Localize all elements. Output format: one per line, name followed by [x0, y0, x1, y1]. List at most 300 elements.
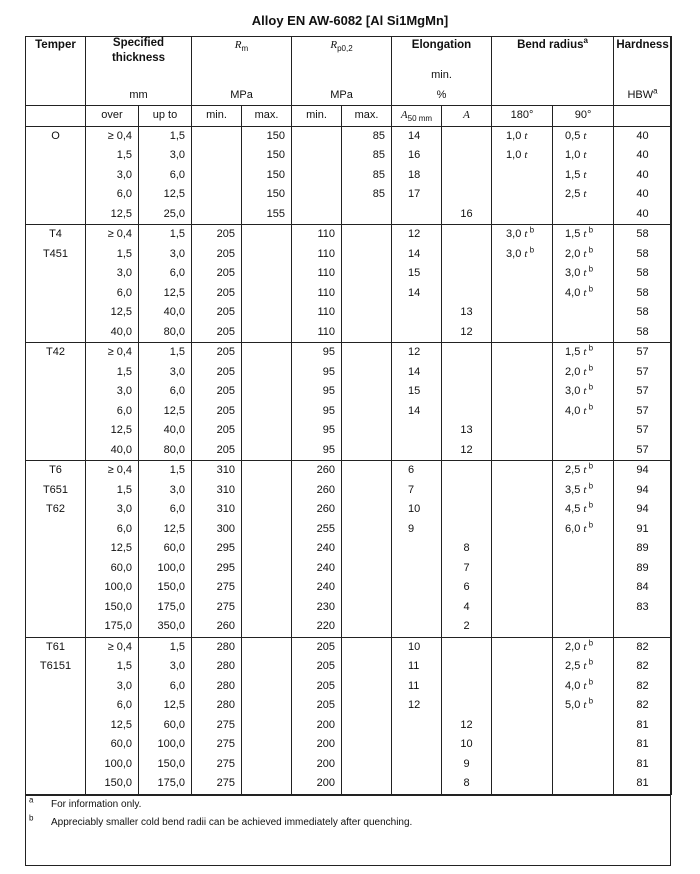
rm-min-cell: 205 — [192, 225, 242, 245]
bend-180-cell: 1,0 t — [492, 146, 553, 166]
thickness-over-cell: 150,0 — [86, 774, 139, 794]
rm-min-cell — [192, 166, 242, 186]
temper-cell — [26, 185, 86, 205]
elongation-a50-cell — [392, 559, 442, 579]
hardness-cell: 58 — [614, 264, 672, 284]
properties-table — [25, 36, 672, 795]
elongation-a50-cell: 16 — [392, 146, 442, 166]
elongation-a-cell: 10 — [442, 735, 492, 755]
rm-min-cell: 275 — [192, 716, 242, 736]
table-row — [26, 657, 672, 677]
thickness-upto-cell: 3,0 — [139, 657, 192, 677]
bend-90-cell: 2,5 t $^b$ — [553, 461, 614, 481]
rm-min-cell — [192, 146, 242, 166]
rp-max-cell — [342, 696, 392, 716]
footnote-symbol: a — [29, 795, 34, 805]
thickness-over-cell: ≥ 0,4 — [86, 225, 139, 245]
unit-hardness — [614, 86, 672, 106]
header-row-units — [26, 86, 672, 106]
col-a50 — [392, 106, 442, 127]
bend-180-cell: 3,0 t $^b$ — [492, 245, 553, 265]
table-row — [26, 421, 672, 441]
header-elong-min: min. — [392, 66, 492, 86]
rp-min-cell: 240 — [292, 559, 342, 579]
temper-cell — [26, 303, 86, 323]
table-row — [26, 755, 672, 775]
elongation-a-cell — [442, 657, 492, 677]
rp-subscript: p0,2 — [337, 44, 353, 54]
rm-min-cell: 310 — [192, 461, 242, 481]
hardness-cell: 58 — [614, 284, 672, 304]
temper-cell — [26, 363, 86, 383]
bend-180-cell — [492, 696, 553, 716]
bend-90-cell: 2,5 t $^b$ — [553, 657, 614, 677]
rm-min-cell: 205 — [192, 303, 242, 323]
rm-min-cell: 260 — [192, 617, 242, 637]
elongation-a-cell — [442, 225, 492, 245]
rm-min-cell: 280 — [192, 677, 242, 697]
rm-min-cell: 205 — [192, 441, 242, 461]
bend-90-cell: 1,5 t $^b$ — [553, 343, 614, 363]
thickness-upto-cell: 6,0 — [139, 264, 192, 284]
header-bend — [492, 36, 614, 66]
col-rm-min: min. — [192, 106, 242, 127]
elongation-a50-cell: 14 — [392, 402, 442, 422]
thickness-over-cell: ≥ 0,4 — [86, 126, 139, 146]
bend-180-cell — [492, 578, 553, 598]
elongation-a50-cell — [392, 323, 442, 343]
bend-footnote-mark: a — [583, 36, 588, 46]
rp-max-cell — [342, 559, 392, 579]
elongation-a-cell — [442, 146, 492, 166]
footnote-text: For information only. — [51, 798, 142, 810]
bend-90-cell: 4,0 t $^b$ — [553, 677, 614, 697]
bend-90-cell — [553, 617, 614, 637]
rm-symbol: R — [234, 39, 242, 51]
temper-cell — [26, 559, 86, 579]
elongation-a50-cell: 11 — [392, 677, 442, 697]
rm-min-cell: 280 — [192, 637, 242, 657]
rm-min-cell: 310 — [192, 500, 242, 520]
bend-180-cell — [492, 323, 553, 343]
thickness-upto-cell: 3,0 — [139, 481, 192, 501]
thickness-over-cell: 6,0 — [86, 402, 139, 422]
footnote — [25, 795, 671, 814]
table-row — [26, 205, 672, 225]
rm-max-cell — [242, 284, 292, 304]
bend-180-cell — [492, 363, 553, 383]
table-row — [26, 559, 672, 579]
hardness-cell: 40 — [614, 166, 672, 186]
rm-min-cell: 275 — [192, 735, 242, 755]
thickness-over-cell: 3,0 — [86, 382, 139, 402]
rm-max-cell — [242, 657, 292, 677]
bend-180-cell — [492, 520, 553, 540]
table-row — [26, 323, 672, 343]
elongation-a50-cell — [392, 303, 442, 323]
rm-max-cell — [242, 677, 292, 697]
bend-180-cell — [492, 677, 553, 697]
elongation-a-cell — [442, 696, 492, 716]
hardness-cell: 89 — [614, 539, 672, 559]
rm-min-cell: 280 — [192, 696, 242, 716]
bend-90-cell: 1,5 t — [553, 166, 614, 186]
rp-max-cell — [342, 637, 392, 657]
rp-min-cell: 205 — [292, 637, 342, 657]
rp-min-cell: 240 — [292, 539, 342, 559]
elongation-a50-cell — [392, 735, 442, 755]
bend-180-cell — [492, 755, 553, 775]
elongation-a50-cell — [392, 617, 442, 637]
elongation-a-cell: 16 — [442, 205, 492, 225]
elongation-a-cell: 9 — [442, 755, 492, 775]
thickness-over-cell: 1,5 — [86, 363, 139, 383]
table-title: Alloy EN AW-6082 [Al Si1MgMn] — [251, 13, 449, 28]
hardness-cell: 57 — [614, 363, 672, 383]
hardness-cell: 81 — [614, 774, 672, 794]
hardness-cell: 94 — [614, 461, 672, 481]
thickness-over-cell: 100,0 — [86, 578, 139, 598]
thickness-upto-cell: 60,0 — [139, 539, 192, 559]
rp-max-cell — [342, 303, 392, 323]
thickness-upto-cell: 100,0 — [139, 559, 192, 579]
elongation-a-cell — [442, 481, 492, 501]
footnote — [25, 814, 671, 832]
thickness-over-cell: 60,0 — [86, 735, 139, 755]
thickness-upto-cell: 350,0 — [139, 617, 192, 637]
elongation-a50-cell: 10 — [392, 637, 442, 657]
rm-min-cell: 205 — [192, 264, 242, 284]
rp-max-cell — [342, 677, 392, 697]
elongation-a50-cell — [392, 205, 442, 225]
elongation-a-cell: 6 — [442, 578, 492, 598]
temper-cell — [26, 774, 86, 794]
header-rp — [292, 36, 392, 66]
thickness-upto-cell: 150,0 — [139, 755, 192, 775]
temper-cell — [26, 421, 86, 441]
unit-elong: % — [392, 86, 492, 106]
unit-rm: MPa — [192, 86, 292, 106]
elongation-a-cell: 12 — [442, 716, 492, 736]
temper-cell — [26, 539, 86, 559]
table-row — [26, 520, 672, 540]
rp-max-cell: 85 — [342, 126, 392, 146]
bend-90-cell: 3,0 t $^b$ — [553, 382, 614, 402]
table-row — [26, 539, 672, 559]
rm-max-cell — [242, 225, 292, 245]
bend-90-cell — [553, 205, 614, 225]
thickness-over-cell: 3,0 — [86, 264, 139, 284]
thickness-over-cell: 6,0 — [86, 185, 139, 205]
thickness-upto-cell: 175,0 — [139, 774, 192, 794]
thickness-upto-cell: 6,0 — [139, 500, 192, 520]
rm-min-cell: 275 — [192, 598, 242, 618]
elongation-a50-cell — [392, 598, 442, 618]
temper-cell: T6 — [26, 461, 86, 481]
rp-min-cell — [292, 146, 342, 166]
thickness-upto-cell: 150,0 — [139, 578, 192, 598]
table-row — [26, 637, 672, 657]
temper-cell — [26, 323, 86, 343]
temper-cell: O — [26, 126, 86, 146]
rp-min-cell: 200 — [292, 735, 342, 755]
hardness-cell: 40 — [614, 146, 672, 166]
thickness-upto-cell: 12,5 — [139, 696, 192, 716]
thickness-over-cell: 3,0 — [86, 166, 139, 186]
thickness-over-cell: 6,0 — [86, 520, 139, 540]
temper-cell: T651 — [26, 481, 86, 501]
bend-180-cell — [492, 441, 553, 461]
table-row — [26, 264, 672, 284]
elongation-a50-cell — [392, 578, 442, 598]
thickness-upto-cell: 1,5 — [139, 343, 192, 363]
thickness-upto-cell: 3,0 — [139, 363, 192, 383]
bend-180-cell: 1,0 t — [492, 126, 553, 146]
table-row — [26, 363, 672, 383]
rp-min-cell: 110 — [292, 303, 342, 323]
elongation-a50-cell: 10 — [392, 500, 442, 520]
hardness-cell: 57 — [614, 382, 672, 402]
elongation-a-cell: 4 — [442, 598, 492, 618]
rp-max-cell — [342, 245, 392, 265]
bend-180-cell — [492, 598, 553, 618]
elongation-a50-cell — [392, 774, 442, 794]
table-row — [26, 185, 672, 205]
bend-90-cell: 3,5 t $^b$ — [553, 481, 614, 501]
bend-90-cell: 2,5 t — [553, 185, 614, 205]
hardness-footnote-mark: a — [653, 85, 658, 95]
a50-subscript: 50 mm — [407, 114, 433, 124]
thickness-upto-cell: 3,0 — [139, 245, 192, 265]
hardness-cell: 89 — [614, 559, 672, 579]
hardness-unit: HBW — [627, 88, 654, 101]
bend-180-cell — [492, 500, 553, 520]
rm-min-cell: 275 — [192, 774, 242, 794]
rp-min-cell: 205 — [292, 657, 342, 677]
header-row-2 — [26, 66, 672, 86]
bend-90-cell — [553, 755, 614, 775]
rp-max-cell — [342, 461, 392, 481]
bend-90-cell — [553, 421, 614, 441]
hardness-cell: 40 — [614, 126, 672, 146]
table-row — [26, 500, 672, 520]
rp-min-cell: 95 — [292, 402, 342, 422]
table-row — [26, 146, 672, 166]
bend-90-cell: 3,0 t $^b$ — [553, 264, 614, 284]
elongation-a-cell: 13 — [442, 421, 492, 441]
hardness-cell: 57 — [614, 343, 672, 363]
rp-min-cell: 205 — [292, 696, 342, 716]
rp-max-cell — [342, 578, 392, 598]
elongation-a-cell: 2 — [442, 617, 492, 637]
rp-min-cell: 95 — [292, 363, 342, 383]
thickness-over-cell: ≥ 0,4 — [86, 637, 139, 657]
elongation-a-cell: 12 — [442, 323, 492, 343]
a-symbol: A — [463, 109, 470, 121]
rp-min-cell: 230 — [292, 598, 342, 618]
bend-90-cell: 6,0 t $^b$ — [553, 520, 614, 540]
hardness-cell: 58 — [614, 245, 672, 265]
rm-max-cell — [242, 382, 292, 402]
temper-cell — [26, 382, 86, 402]
hardness-cell: 57 — [614, 421, 672, 441]
hardness-cell: 58 — [614, 323, 672, 343]
hardness-cell: 58 — [614, 225, 672, 245]
hardness-cell: 81 — [614, 716, 672, 736]
unit-rp: MPa — [292, 86, 392, 106]
rp-max-cell — [342, 774, 392, 794]
table-row — [26, 343, 672, 363]
thickness-upto-cell: 25,0 — [139, 205, 192, 225]
temper-cell: T62 — [26, 500, 86, 520]
elongation-a-cell — [442, 126, 492, 146]
thickness-over-cell: 150,0 — [86, 598, 139, 618]
thickness-over-cell: 6,0 — [86, 284, 139, 304]
table-row — [26, 303, 672, 323]
rm-max-cell — [242, 617, 292, 637]
a50-symbol: A — [400, 109, 408, 121]
thickness-over-cell: 3,0 — [86, 500, 139, 520]
bend-180-cell — [492, 637, 553, 657]
bend-90-cell: 1,5 t $^b$ — [553, 225, 614, 245]
bend-180-cell — [492, 774, 553, 794]
thickness-upto-cell: 1,5 — [139, 126, 192, 146]
rp-min-cell: 95 — [292, 343, 342, 363]
rm-max-cell — [242, 245, 292, 265]
elongation-a50-cell: 9 — [392, 520, 442, 540]
temper-cell — [26, 264, 86, 284]
header-thickness: Specified thickness — [86, 36, 192, 66]
thickness-upto-cell: 40,0 — [139, 303, 192, 323]
temper-cell — [26, 166, 86, 186]
rm-max-cell — [242, 735, 292, 755]
col-rm-max: max. — [242, 106, 292, 127]
temper-cell — [26, 696, 86, 716]
bend-180-cell: 3,0 t $^b$ — [492, 225, 553, 245]
rp-max-cell — [342, 382, 392, 402]
rp-min-cell — [292, 185, 342, 205]
temper-cell — [26, 284, 86, 304]
thickness-over-cell: 12,5 — [86, 303, 139, 323]
thickness-upto-cell: 12,5 — [139, 185, 192, 205]
bend-180-cell — [492, 303, 553, 323]
rp-max-cell — [342, 617, 392, 637]
bend-90-cell — [553, 598, 614, 618]
thickness-over-cell: 1,5 — [86, 146, 139, 166]
elongation-a-cell — [442, 284, 492, 304]
temper-cell — [26, 598, 86, 618]
rm-min-cell: 205 — [192, 363, 242, 383]
bend-90-cell: 1,0 t — [553, 146, 614, 166]
header-row-sub — [26, 106, 672, 127]
rp-max-cell — [342, 598, 392, 618]
col-rp-max: max. — [342, 106, 392, 127]
table-row — [26, 677, 672, 697]
thickness-over-cell: 12,5 — [86, 421, 139, 441]
temper-cell — [26, 755, 86, 775]
rm-max-cell — [242, 402, 292, 422]
thickness-upto-cell: 6,0 — [139, 166, 192, 186]
bend-90-cell: 4,5 t $^b$ — [553, 500, 614, 520]
thickness-over-cell: 12,5 — [86, 539, 139, 559]
rm-max-cell: 150 — [242, 146, 292, 166]
rp-max-cell — [342, 481, 392, 501]
hardness-cell: 82 — [614, 677, 672, 697]
table-row — [26, 284, 672, 304]
properties-table-wrapper — [25, 36, 672, 832]
footnote-text: Appreciably smaller cold bend radii can be achieved immediately after quenching. — [51, 816, 413, 828]
thickness-upto-cell: 6,0 — [139, 677, 192, 697]
rm-max-cell — [242, 303, 292, 323]
rm-max-cell — [242, 637, 292, 657]
rp-min-cell: 95 — [292, 382, 342, 402]
col-upto: up to — [139, 106, 192, 127]
hardness-cell: 57 — [614, 441, 672, 461]
rm-min-cell — [192, 205, 242, 225]
rp-max-cell — [342, 363, 392, 383]
temper-cell — [26, 520, 86, 540]
thickness-upto-cell: 12,5 — [139, 284, 192, 304]
hardness-cell: 58 — [614, 303, 672, 323]
thickness-upto-cell: 12,5 — [139, 520, 192, 540]
table-row — [26, 598, 672, 618]
header-hardness: Hardness — [614, 36, 672, 66]
rp-min-cell — [292, 166, 342, 186]
bend-90-cell — [553, 578, 614, 598]
bend-180-cell — [492, 716, 553, 736]
hardness-cell: 82 — [614, 637, 672, 657]
header-rm — [192, 36, 292, 66]
bend-90-cell — [553, 735, 614, 755]
table-row — [26, 578, 672, 598]
thickness-over-cell: 1,5 — [86, 657, 139, 677]
table-row — [26, 402, 672, 422]
rp-max-cell: 85 — [342, 166, 392, 186]
rp-max-cell — [342, 500, 392, 520]
rp-max-cell — [342, 284, 392, 304]
temper-cell: T451 — [26, 245, 86, 265]
col-a — [442, 106, 492, 127]
thickness-upto-cell: 100,0 — [139, 735, 192, 755]
hardness-cell: 81 — [614, 755, 672, 775]
elongation-a50-cell: 12 — [392, 343, 442, 363]
thickness-over-cell: 1,5 — [86, 245, 139, 265]
hardness-cell: 94 — [614, 481, 672, 501]
table-row — [26, 382, 672, 402]
bend-90-cell — [553, 441, 614, 461]
rm-max-cell — [242, 716, 292, 736]
rp-max-cell — [342, 264, 392, 284]
bend-180-cell — [492, 205, 553, 225]
elongation-a50-cell — [392, 755, 442, 775]
rp-max-cell — [342, 539, 392, 559]
bend-180-cell — [492, 264, 553, 284]
thickness-upto-cell: 6,0 — [139, 382, 192, 402]
elongation-a50-cell: 14 — [392, 126, 442, 146]
bend-180-cell — [492, 617, 553, 637]
bend-90-cell: 2,0 t $^b$ — [553, 637, 614, 657]
bend-90-cell — [553, 559, 614, 579]
hardness-cell: 84 — [614, 578, 672, 598]
bend-180-cell — [492, 343, 553, 363]
hardness-cell: 40 — [614, 185, 672, 205]
table-row — [26, 696, 672, 716]
rp-min-cell: 110 — [292, 284, 342, 304]
elongation-a-cell: 12 — [442, 441, 492, 461]
rm-min-cell: 275 — [192, 578, 242, 598]
elongation-a-cell — [442, 677, 492, 697]
rp-min-cell: 240 — [292, 578, 342, 598]
